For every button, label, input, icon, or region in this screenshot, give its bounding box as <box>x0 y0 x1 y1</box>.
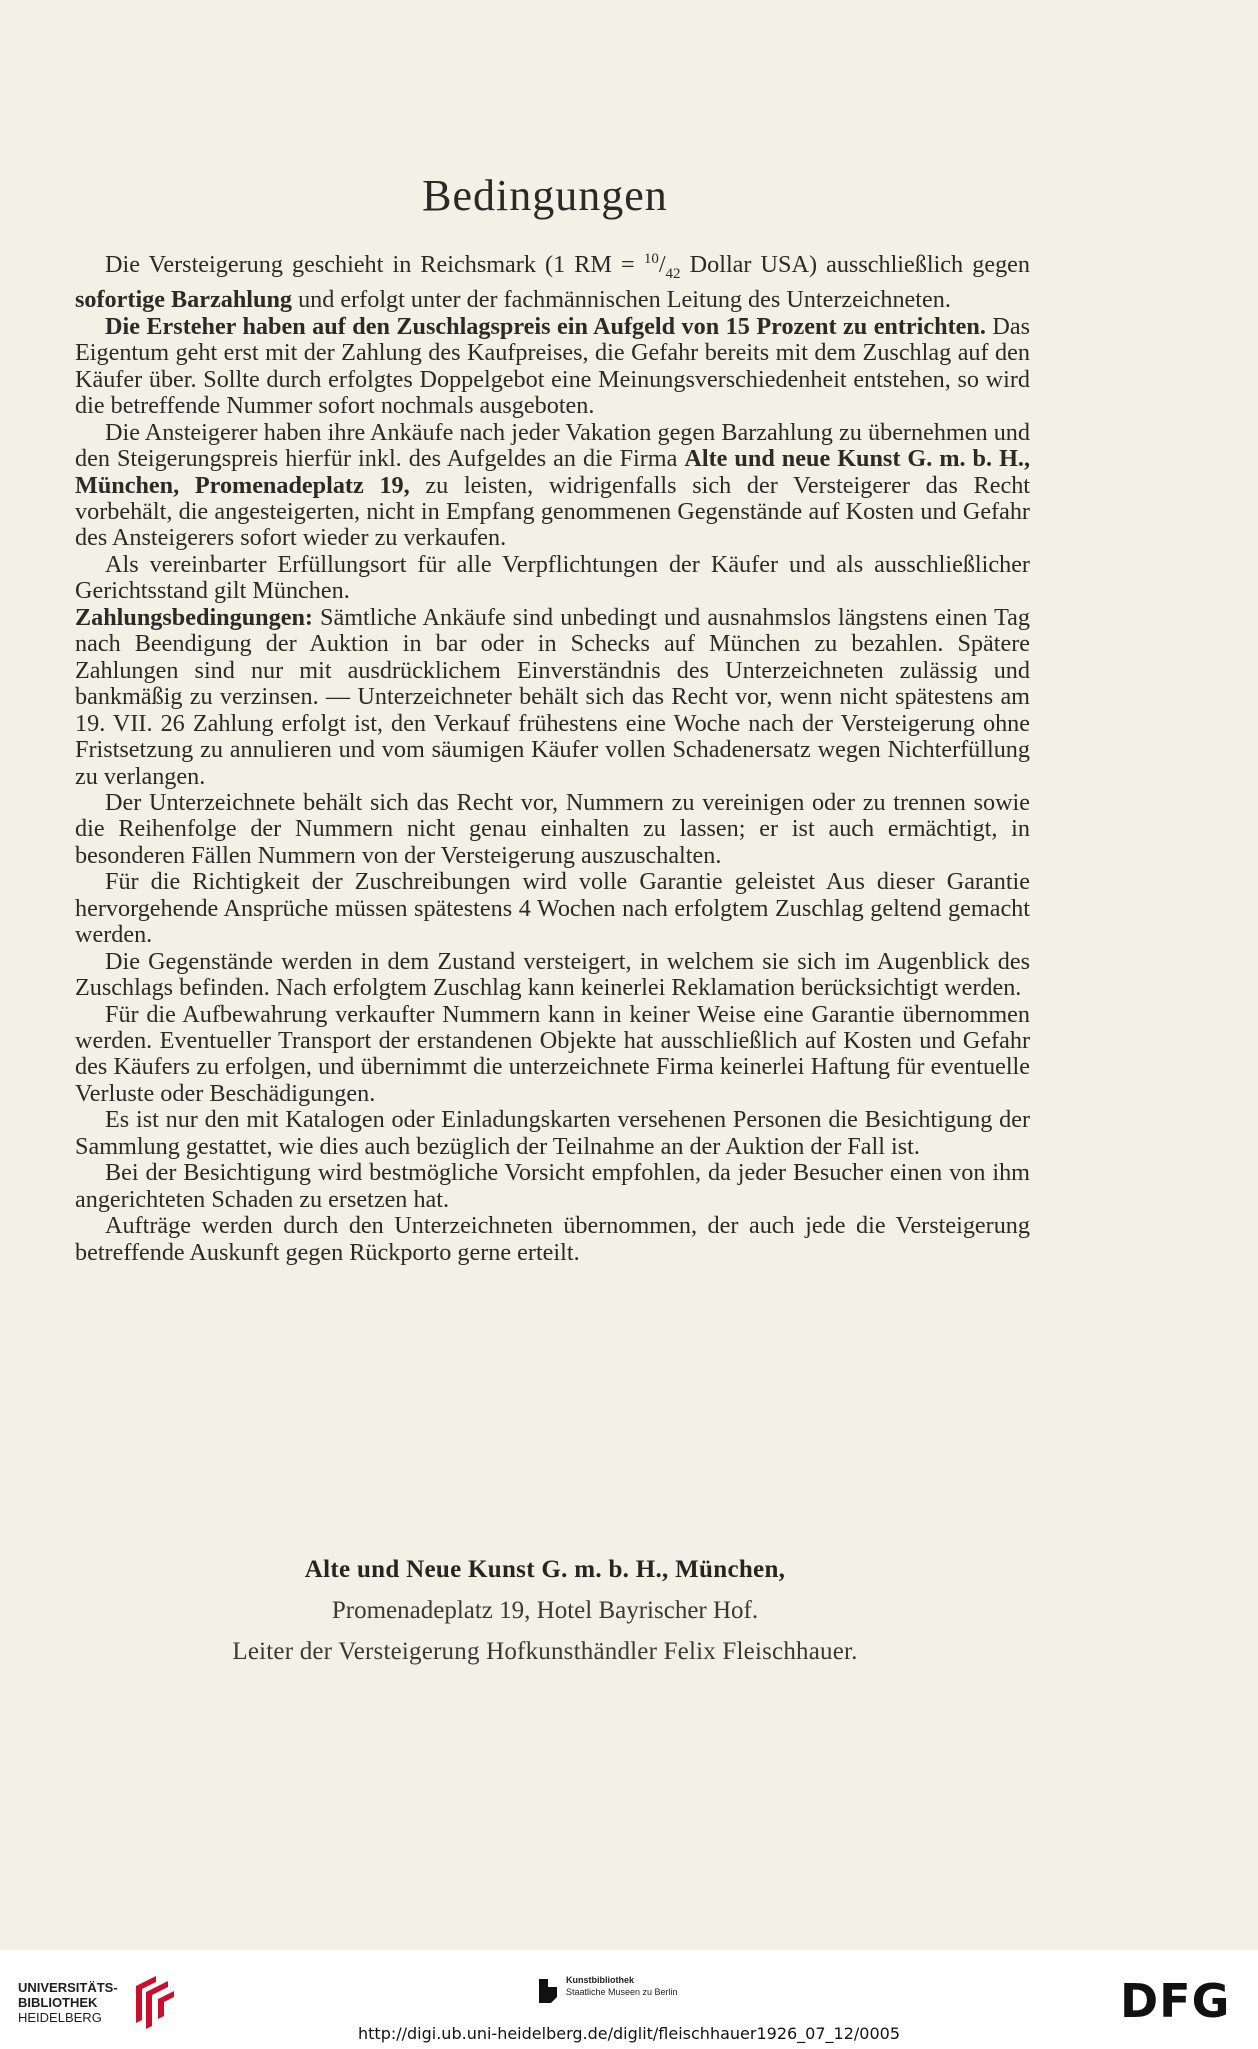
paragraph-text: Dollar USA) ausschließlich gegen <box>680 251 1030 279</box>
paragraph <box>75 1107 1030 1160</box>
kunstbibliothek-icon <box>537 1977 559 2005</box>
signature-director: Leiter der Versteigerung Hofkunsthändler Felix Fleischhauer. <box>232 1638 858 1665</box>
university-seal-icon <box>128 1972 178 2032</box>
paragraph <box>75 949 1030 1002</box>
paragraph <box>75 314 1030 420</box>
bold-text: Die Ersteher haben auf den Zuschlagspreis ein Aufgeld von 15 Prozent zu entrichten. <box>105 312 986 340</box>
paragraph-text: Als vereinbarter Erfüllungsort für alle Verpflichtungen der Käufer und als ausschließlicher Gerichtsstand gilt München. <box>75 550 1030 605</box>
digitization-footer <box>0 1950 1258 2049</box>
paragraph-text: Es ist nur den mit Katalogen oder Einladungskarten versehenen Personen die Besichtigung der Sammlung gestattet, wie dies auch bezüglich der Teilnahme an der Auktion der Fall ist. <box>75 1106 1030 1160</box>
dfg-logo[interactable]: DFG <box>1120 1974 1231 2028</box>
paragraph <box>75 869 1030 948</box>
conditions-text <box>75 246 1030 1266</box>
paragraph <box>75 1160 1030 1213</box>
kunstbibliothek-line-2: Staatliche Museen zu Berlin <box>566 1987 678 1997</box>
paragraph-text: Für die Richtigkeit der Zuschreibungen wird volle Garantie geleistet Aus dieser Garantie hervorgehende Ansprüche müssen spätestens 4 Wochen nach erfolgtem Zuschlag geltend gemacht werden. <box>75 868 1030 949</box>
paragraph-text: Bei der Besichtigung wird bestmögliche Vorsicht empfohlen, da jeder Besucher einen von ihm angerichteten Schaden zu ersetzen hat. <box>75 1159 1030 1213</box>
paragraph <box>75 246 1030 314</box>
paragraph-text: Für die Aufbewahrung verkaufter Nummern kann in keiner Weise eine Garantie übernommen werden. Eventueller Transport der erstandenen Objekte hat ausschließlich auf Kosten und Gefahr des Käufers zu erfolgen, und übernimmt die unterzeichnete Firma keinerlei Haftung für eventuelle Verluste oder Beschädigungen. <box>75 1000 1030 1107</box>
university-line-2: BIBLIOTHEK <box>18 1995 98 2010</box>
kunstbibliothek-logo[interactable] <box>566 1974 678 1998</box>
paragraph-text: Die Ansteigerer haben ihre Ankäufe nach jeder Vakation gegen Barzahlung zu übernehmen und den Steigerungspreis hierfür inkl. des Aufgeldes an die Firma <box>75 418 1030 473</box>
bold-text: Alte und neue Kunst G. m. b. H., München, Promenadeplatz 19, <box>75 445 1030 499</box>
signature-address: Promenadeplatz 19, Hotel Bayrischer Hof. <box>331 1597 759 1624</box>
paragraph-text: zu leisten, widrigenfalls sich der Versteigerer das Recht vorbehält, die angesteigerten, nicht in Empfang genommenen Gegenstände auf Kosten und Gefahr des Ansteigerers sofort wieder zu verkaufen. <box>75 471 1031 552</box>
paragraph <box>75 605 1030 790</box>
signature-company: Alte und Neue Kunst G. m. b. H., München, <box>304 1556 786 1583</box>
page-title: Bedingungen <box>422 171 668 220</box>
university-line-3: HEIDELBERG <box>18 2010 102 2025</box>
paragraph <box>75 790 1030 869</box>
paragraph-text: / <box>658 251 666 279</box>
bold-text: sofortige Barzahlung <box>75 286 293 314</box>
paragraph <box>75 420 1030 552</box>
university-library-logo[interactable] <box>18 1980 118 2025</box>
bold-text: Zahlungsbedingungen: <box>75 603 313 631</box>
paragraph <box>75 1002 1030 1108</box>
paragraph-text: 42 <box>665 265 681 282</box>
paragraph-text: und erfolgt unter der fachmännischen Leitung des Unterzeichneten. <box>292 286 951 314</box>
paragraph-text: Die Gegenstände werden in dem Zustand versteigert, in welchem sie sich im Augenblick des Zuschlags befinden. Nach erfolgtem Zuschlag kann keinerlei Reklamation berücksichtigt werden. <box>75 947 1030 1002</box>
source-url[interactable]: http://digi.ub.uni-heidelberg.de/diglit/fleischhauer1926_07_12/0005 <box>358 2024 900 2043</box>
paragraph <box>75 1213 1030 1266</box>
paragraph <box>75 552 1030 605</box>
kunstbibliothek-line-1: Kunstbibliothek <box>566 1975 634 1985</box>
paragraph-text: Der Unterzeichnete behält sich das Recht vor, Nummern zu vereinigen oder zu trennen sowie die Reihenfolge der Nummern nicht genau einhalten zu lassen; er ist auch ermächtigt, in besonderen Fällen Nummern von der Versteigerung auszuschalten. <box>75 788 1030 869</box>
paragraph-text: Das Eigentum geht erst mit der Zahlung des Kaufpreises, die Gefahr bereits mit dem Zuschlag auf den Käufer über. Sollte durch erfolgtes Doppelgebot eine Meinungsverschiedenheit entstehen, so wird die betreffende Nummer sofort nochmals ausgeboten. <box>75 312 1030 420</box>
paragraph-text: Sämtliche Ankäufe sind unbedingt und ausnahmslos längstens einen Tag nach Beendigung der Auktion in bar oder in Schecks auf München zu bezahlen. Spätere Zahlungen sind nur mit ausdrücklichem Einverständnis des Unterzeichneten zulässig und bankmäßig zu verzinsen. — Unterzeichneter behält sich das Recht vor, wenn nicht spätestens am 19. VII. 26 Zahlung erfolgt ist, den Verkauf frühestens eine Woche nach der Versteigerung ohne Fristsetzung zu annulieren und vom säumigen Käufer vollen Schadenersatz wegen Nichterfüllung zu verlangen. <box>75 603 1030 790</box>
paragraph-text: Aufträge werden durch den Unterzeichneten übernommen, der auch jede die Versteigerung betreffende Auskunft gegen Rückporto gerne erteilt. <box>75 1212 1030 1266</box>
university-line-1: UNIVERSITÄTS- <box>18 1980 118 1995</box>
paragraph-text: Die Versteigerung geschieht in Reichsmark (1 RM = <box>105 251 644 279</box>
paragraph-text: 10 <box>643 251 659 267</box>
